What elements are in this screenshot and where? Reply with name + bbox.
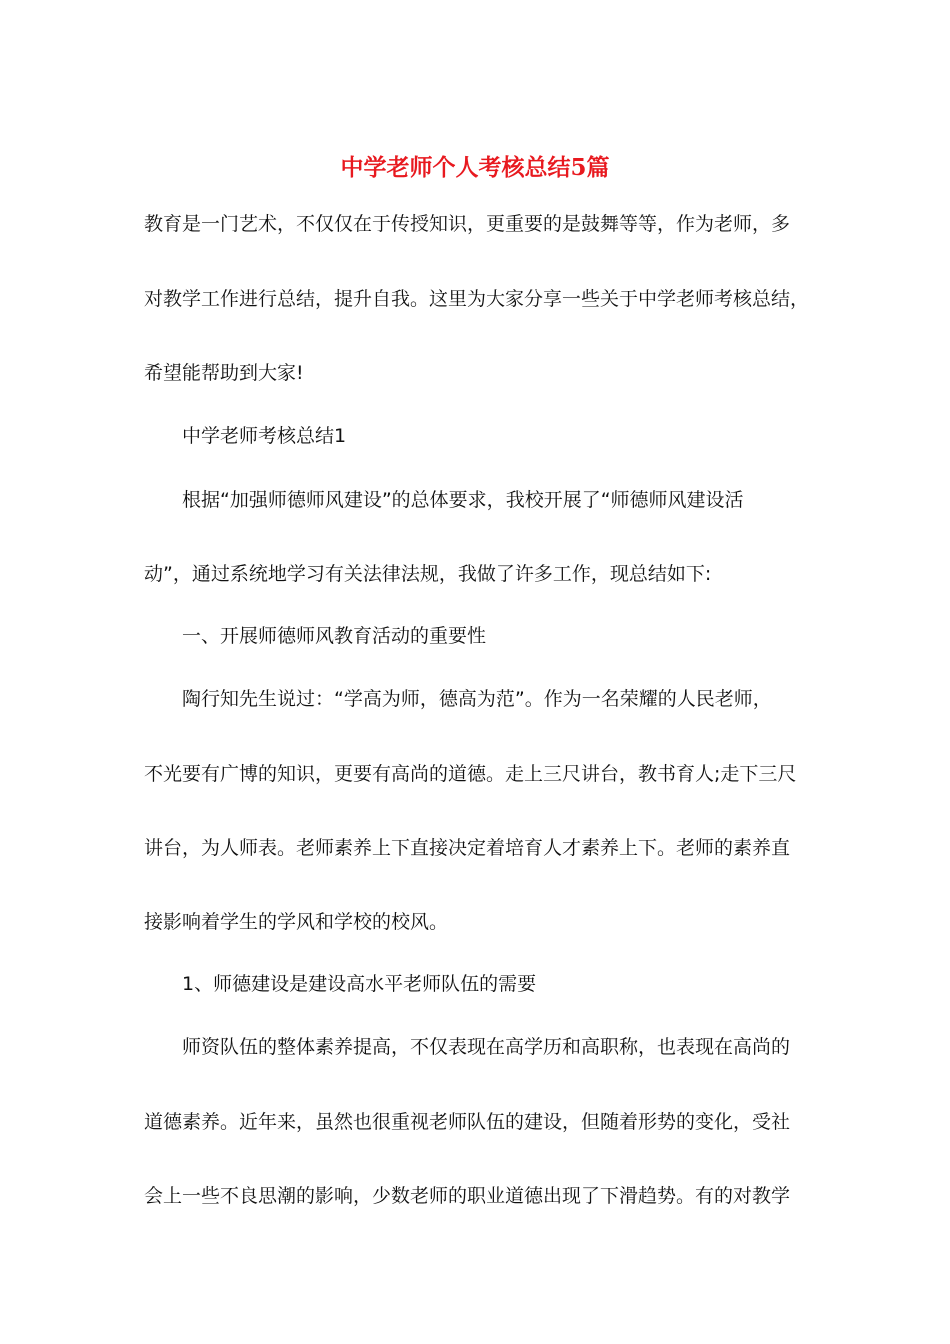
paragraph-line: 希望能帮助到大家!	[144, 362, 304, 384]
paragraph-line: 师资队伍的整体素养提高，不仅表现在高学历和高职称，也表现在高尚的	[182, 1036, 791, 1058]
document-title: 中学老师个人考核总结5篇	[340, 154, 610, 181]
paragraph-line: 讲台，为人师表。老师素养上下直接决定着培育人才素养上下。老师的素养直	[144, 837, 791, 859]
paragraph-line: 根据“加强师德师风建设”的总体要求，我校开展了“师德师风建设活	[182, 489, 744, 511]
paragraph-line: 对教学工作进行总结，提升自我。这里为大家分享一些关于中学老师考核总结，	[144, 288, 810, 310]
paragraph-line: 接影响着学生的学风和学校的校风。	[144, 911, 449, 933]
paragraph-line: 会上一些不良思潮的影响，少数老师的职业道德出现了下滑趋势。有的对教学	[144, 1185, 791, 1207]
paragraph-line: 不光要有广博的知识，更要有高尚的道德。走上三尺讲台，教书育人;走下三尺	[144, 763, 797, 785]
section-heading: 一、开展师德师风教育活动的重要性	[182, 625, 487, 647]
paragraph-line: 教育是一门艺术，不仅仅在于传授知识，更重要的是鼓舞等等，作为老师，多	[144, 213, 791, 235]
paragraph-line: 道德素养。近年来，虽然也很重视老师队伍的建设，但随着形势的变化，受社	[144, 1111, 791, 1133]
section-heading: 1、师德建设是建设高水平老师队伍的需要	[182, 973, 537, 995]
section-heading: 中学老师考核总结1	[182, 425, 347, 447]
paragraph-line: 动”，通过系统地学习有关法律法规，我做了许多工作，现总结如下:	[144, 563, 712, 585]
paragraph-line: 陶行知先生说过：“学高为师，德高为范”。作为一名荣耀的人民老师，	[182, 688, 772, 710]
